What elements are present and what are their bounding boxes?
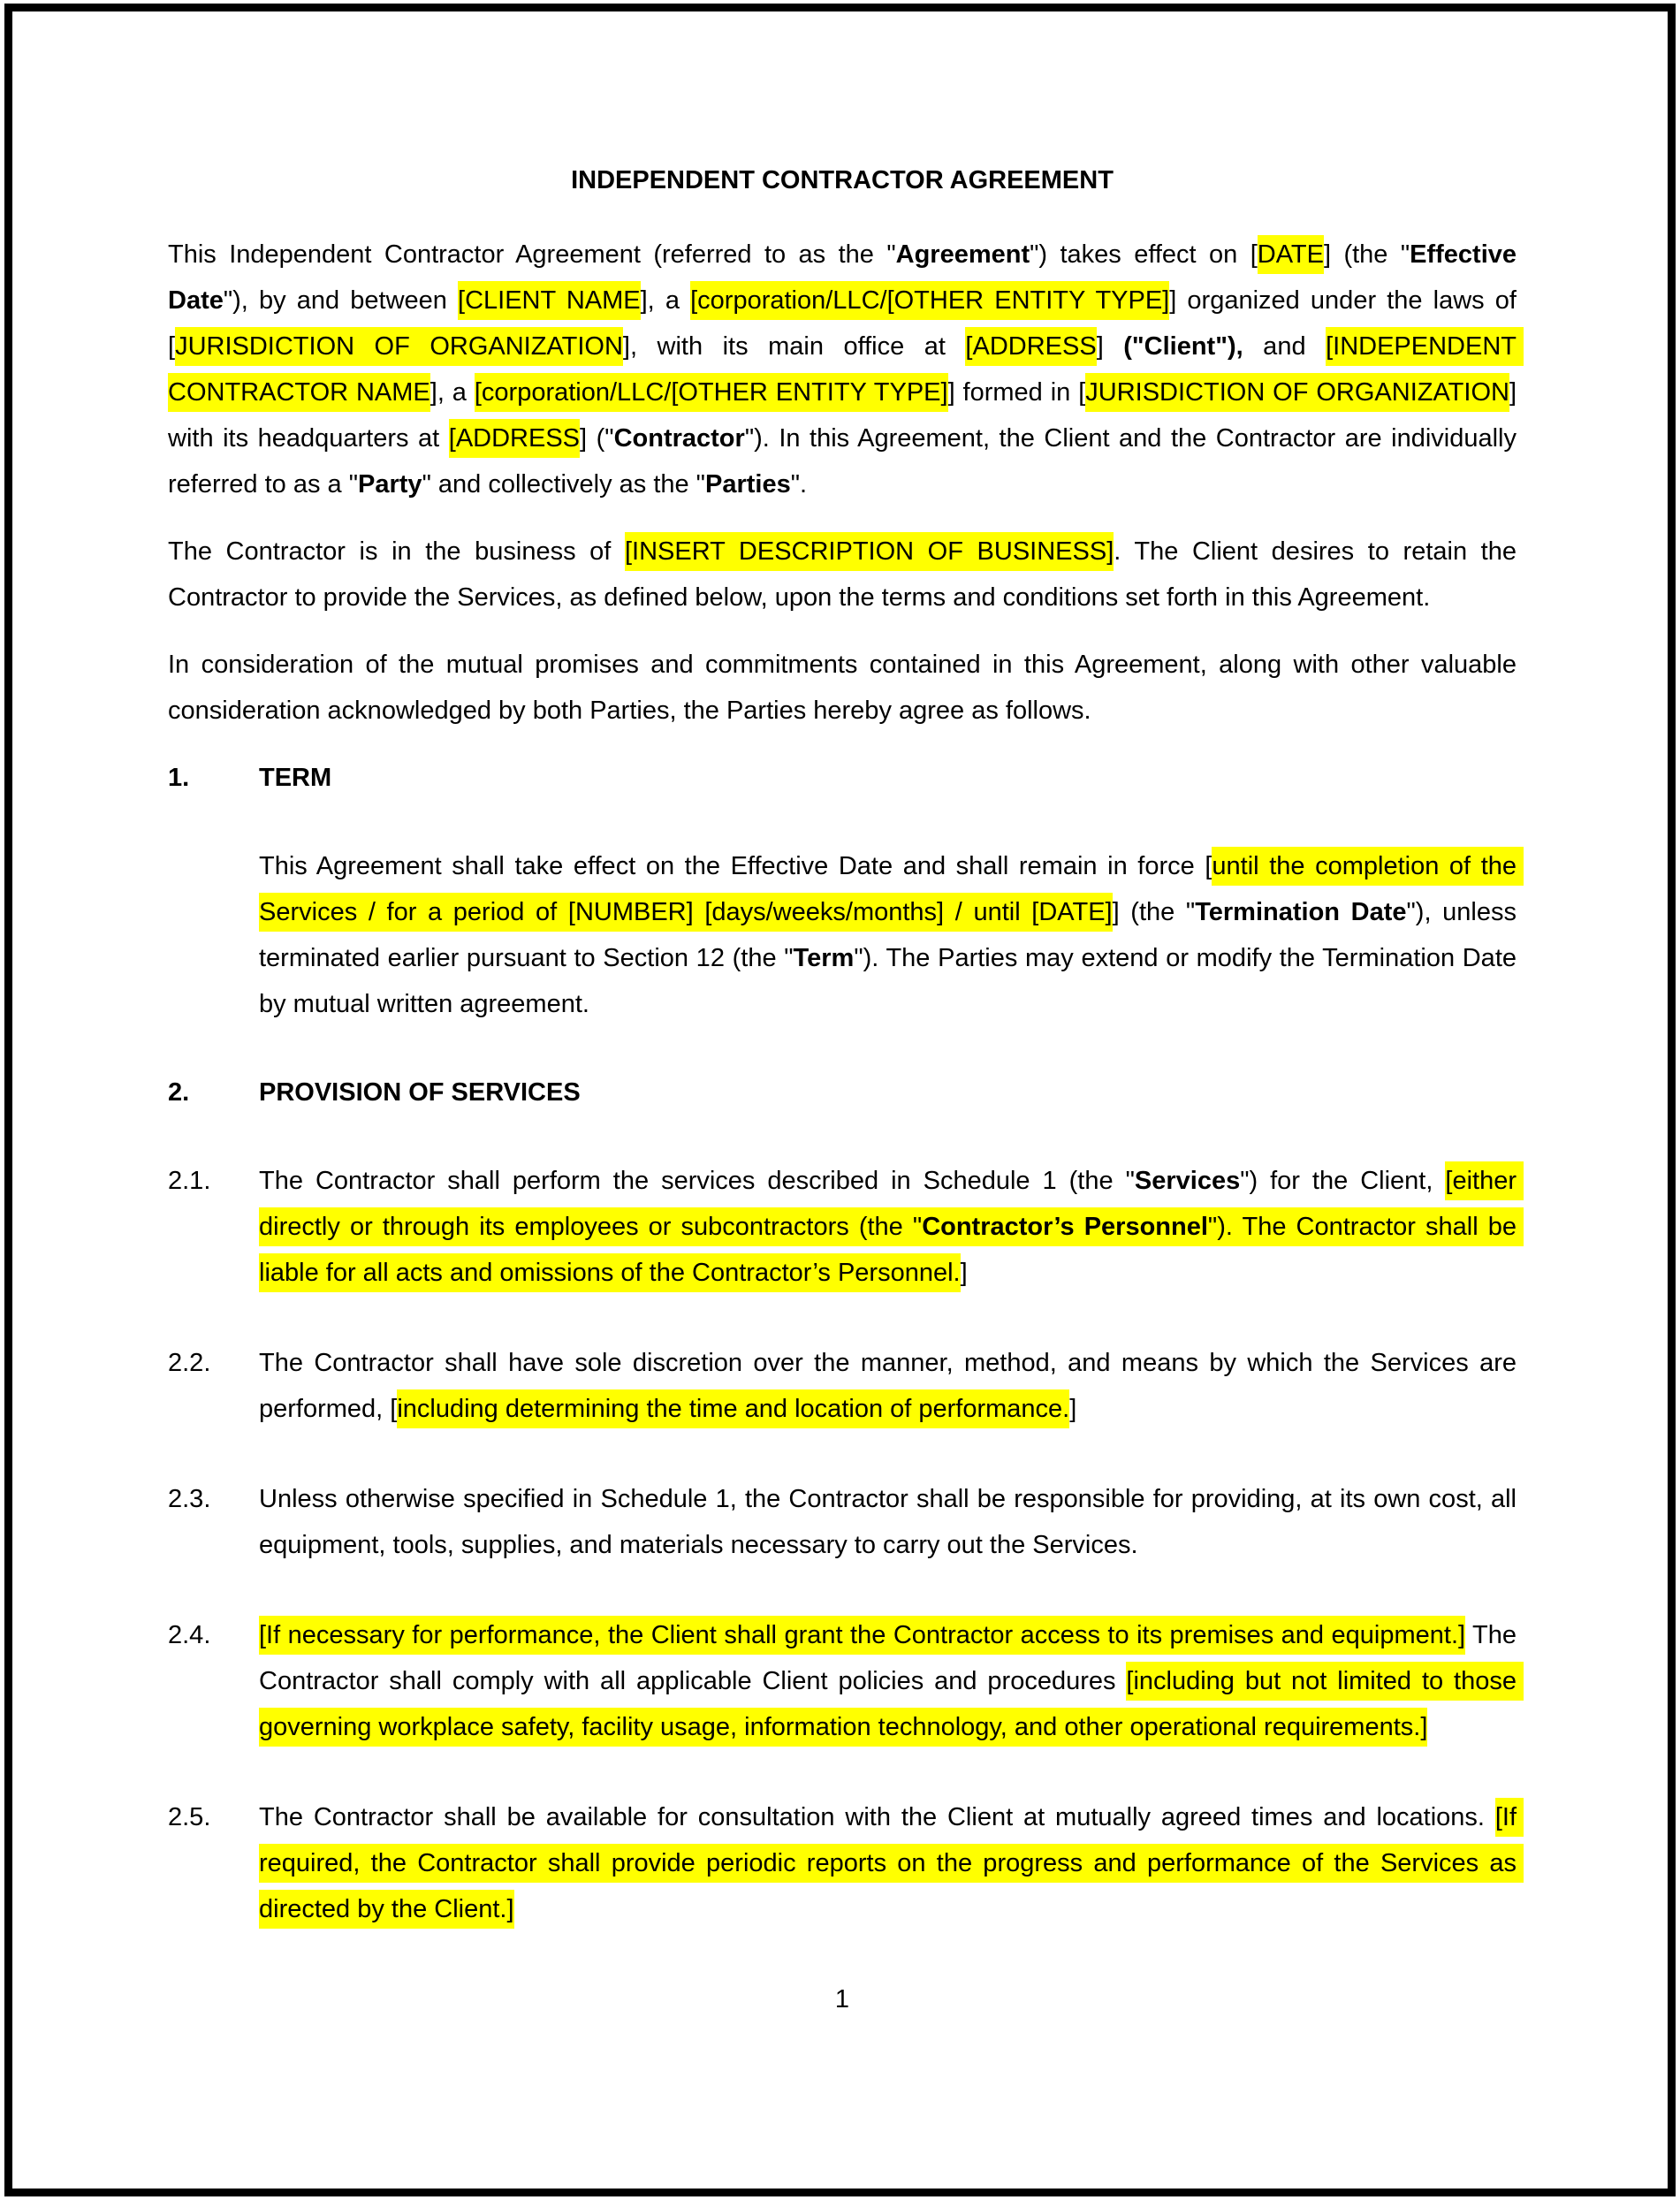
highlighted-text-run: [INDEPENDENT CONTRACTOR NAME xyxy=(168,327,1524,412)
highlighted-text-run: "). The Contractor shall be liable for all acts and omissions of the Contractor’s Personnel. xyxy=(259,1207,1524,1292)
text-run: ] (the " xyxy=(1112,898,1196,926)
numbered-clause xyxy=(168,1476,1524,1568)
text-run: "). In this Agreement, the Client and the Contractor are individually referred to as a " xyxy=(168,424,1524,499)
highlighted-text-run: [corporation/LLC/[OTHER ENTITY TYPE] xyxy=(475,373,948,412)
highlighted-text-run: [CLIENT NAME xyxy=(458,281,641,320)
highlighted-text-run: [including but not limited to those governing workplace safety, facility usage, information technology, and other operational requirements.] xyxy=(259,1662,1524,1747)
text-run: This Agreement shall take effect on the Effective Date and shall remain in force [ xyxy=(259,852,1212,880)
text-run: This Independent Contractor Agreement (referred to as the " xyxy=(168,240,896,269)
text-run: Contractor xyxy=(613,424,745,453)
text-run: ] xyxy=(1069,1395,1077,1423)
text-run: ], a xyxy=(640,286,691,315)
highlighted-text-run: [ADDRESS xyxy=(449,419,580,458)
text-run: ") takes effect on [ xyxy=(1030,240,1258,269)
paragraph xyxy=(259,843,1524,1027)
text-run: Party xyxy=(358,470,422,499)
section-heading xyxy=(168,1070,1517,1115)
document-content xyxy=(168,157,1524,2022)
highlighted-text-run: JURISDICTION OF ORGANIZATION xyxy=(1085,373,1509,412)
text-run: Effective Date xyxy=(168,240,1524,315)
highlighted-text-run: [corporation/LLC/[OTHER ENTITY TYPE] xyxy=(690,281,1169,320)
numbered-clause xyxy=(168,1612,1524,1750)
text-run: " and collectively as the " xyxy=(422,470,705,499)
section-number: 1. xyxy=(168,764,190,792)
highlighted-text-run: Contractor’s Personnel xyxy=(922,1207,1208,1246)
numbered-clause xyxy=(168,1340,1524,1432)
text-run: ("Client"), xyxy=(1123,332,1243,361)
highlighted-text-run: [INSERT DESCRIPTION OF BUSINESS] xyxy=(625,532,1114,571)
text-run: "), unless terminated earlier pursuant to Section 12 (the " xyxy=(259,898,1524,972)
clause-number: 2.1. xyxy=(168,1167,211,1195)
text-run: and xyxy=(1243,332,1327,361)
page-number: 1 xyxy=(834,1985,850,2013)
highlighted-text-run: including determining the time and location of performance. xyxy=(397,1389,1069,1428)
paragraph xyxy=(168,529,1524,620)
text-run: The Contractor shall have sole discretion over the manner, method, and means by which the Services are performed, [ xyxy=(259,1349,1524,1423)
clause-number: 2.4. xyxy=(168,1621,211,1649)
highlighted-text-run: JURISDICTION OF ORGANIZATION xyxy=(175,327,623,366)
section-heading xyxy=(168,755,1517,801)
clause-text xyxy=(259,1340,1524,1432)
section-number: 2. xyxy=(168,1078,190,1107)
text-run: ") for the Client, xyxy=(1240,1167,1446,1195)
text-run: In consideration of the mutual promises and commitments contained in this Agreement, along with other valuable consideration acknowledged by both Parties, the Parties hereby agree as follows. xyxy=(168,651,1524,725)
clause-number: 2.3. xyxy=(168,1485,211,1513)
text-run: Term xyxy=(793,944,855,972)
text-run: Agreement xyxy=(895,240,1030,269)
text-run: ], with its main office at xyxy=(622,332,966,361)
highlighted-text-run: [If necessary for performance, the Client shall grant the Contractor access to its premises and equipment.] xyxy=(259,1616,1465,1655)
paragraph xyxy=(168,642,1524,734)
section-title: PROVISION OF SERVICES xyxy=(259,1078,581,1107)
text-run: Services xyxy=(1134,1167,1241,1195)
numbered-clause xyxy=(168,1158,1524,1296)
text-run: . The Client desires to retain the Contractor to provide the Services, as defined below, upon the terms and conditions set forth in this Agreement. xyxy=(168,537,1524,612)
numbered-clause xyxy=(168,1794,1524,1932)
clause-text xyxy=(259,1612,1524,1750)
clause-text xyxy=(259,1158,1524,1296)
clause-number: 2.5. xyxy=(168,1803,211,1831)
text-run: ". xyxy=(790,470,808,499)
text-run: ] (" xyxy=(580,424,614,453)
section-title: TERM xyxy=(259,764,332,792)
text-run: Termination Date xyxy=(1195,898,1407,926)
paragraph xyxy=(168,232,1524,507)
text-run: The Contractor is in the business of xyxy=(168,537,625,566)
highlighted-text-run: DATE xyxy=(1258,235,1324,274)
clause-number: 2.2. xyxy=(168,1349,211,1377)
highlighted-text-run: until the completion of the Services / for a period of [NUMBER] [days/weeks/months] / until [DATE] xyxy=(259,847,1524,932)
text-run: Unless otherwise specified in Schedule 1, the Contractor shall be responsible for providing, at its own cost, all equipment, tools, supplies, and materials necessary to carry out the Services. xyxy=(259,1485,1524,1559)
clause-text xyxy=(259,1794,1524,1932)
text-run: ] organized under the laws of [ xyxy=(168,286,1524,361)
highlighted-text-run: [If required, the Contractor shall provide periodic reports on the progress and performance of the Services as directed by the Client.] xyxy=(259,1798,1524,1929)
clause-text xyxy=(259,1476,1524,1568)
text-run: The Contractor shall comply with all applicable Client policies and procedures xyxy=(259,1621,1524,1695)
text-run: ] with its headquarters at xyxy=(168,378,1524,453)
text-run: ] (the " xyxy=(1323,240,1410,269)
highlighted-text-run: [either directly or through its employees or subcontractors (the " xyxy=(259,1161,1524,1246)
text-run: ] formed in [ xyxy=(947,378,1086,407)
text-run: "), by and between xyxy=(223,286,459,315)
document-body xyxy=(168,232,1524,1932)
text-run: The Contractor shall perform the services described in Schedule 1 (the " xyxy=(259,1167,1135,1195)
text-run: Parties xyxy=(704,470,791,499)
highlighted-text-run: [ADDRESS xyxy=(965,327,1096,366)
text-run: The Contractor shall be available for consultation with the Client at mutually agreed times and locations. xyxy=(259,1803,1495,1831)
document-title: INDEPENDENT CONTRACTOR AGREEMENT xyxy=(571,166,1114,194)
text-run: ] xyxy=(960,1259,968,1287)
text-run: ], a xyxy=(430,378,475,407)
text-run: ] xyxy=(1096,332,1124,361)
text-run: "). The Parties may extend or modify the Termination Date by mutual written agreement. xyxy=(259,944,1524,1018)
